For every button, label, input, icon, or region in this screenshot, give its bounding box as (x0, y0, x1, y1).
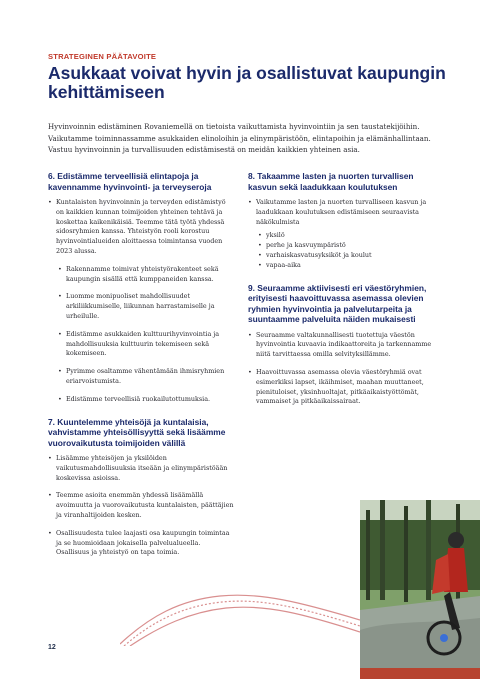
section-6-heading: 6. Edistämme terveellisiä elintapoja ja kavennamme hyvinvointi- ja terveyseroja (48, 171, 212, 192)
page-number: 12 (48, 644, 56, 651)
list-item: • Seuraamme valtakunnallisesti tuotettuja väestön hyvinvointia kuvaavia indikaattoreita ja tarkennamme niitä tarvittaessa omilla selvityksillämme. (248, 331, 438, 360)
forest-scene (360, 500, 480, 679)
right-column (248, 171, 438, 407)
list-item: • Luomme monipuoliset mahdollisuudet arkiliikkumiselle, liikunnan harrastamiselle ja urheilulle. (58, 292, 234, 321)
list-item: • Kuntalaisten hyvinvoinnin ja terveyden edistämistyö on kaikkien kunnan toimijoiden yhteinen tehtävä ja koskettaa kaikenikäisiä. Teemme tätä työtä yhdessä sidosryhmien kanssa. Yhteistyön rooli korostuu hyvinvointialueiden aloittaessa toimintansa vuoden 2023 alussa. (48, 198, 234, 257)
list-item: • Edistämme asukkaiden kulttuurihyvinvointia ja mahdollisuuksia kulttuurin tekemiseen sekä kokemiseen. (58, 330, 234, 359)
left-column (48, 171, 234, 558)
section-kicker: STRATEGINEN PÄÄTAVOITE (48, 52, 157, 61)
list-item: • yksilö (258, 231, 438, 241)
section-9-heading: 9. Seuraamme aktiivisesti eri väestöryhmien, erityisesti haavoittuvassa asemassa olevien ryhmien hyvinvointia ja palvelutarpeita ja suuntaamme palveluita näiden mukaisesti (248, 282, 427, 325)
list-item: • vapaa-aika (258, 261, 438, 271)
intro-paragraph: Hyvinvoinnin edistäminen Rovaniemellä on tietoista vaikuttamista hyvinvointiin ja sen taustatekijöihin. Vaikutamme toiminnassamme asukkaiden elinoloihin ja elinympäristöön, elintapoihin ja elämänhallintaan. Vastuu hyvinvoinnin ja turvallisuuden edistämisestä on meidän kaikkien yhteinen asia. (48, 122, 431, 154)
list-item: • Teemme asioita enemmän yhdessä lisäämällä avoimuutta ja vuorovaikutusta kuntalaisten, päättäjien ja viranhaltijoiden kesken. (48, 491, 234, 520)
page-title: Asukkaat voivat hyvin ja osallistuvat kaupungin kehittämiseen (48, 63, 446, 102)
cyclist-photo (360, 500, 480, 679)
list-item: • Edistämme terveellisiä ruokailutottumuksia. (58, 395, 234, 405)
list-item: • Haavoittuvassa asemassa olevia väestöryhmiä ovat esimerkiksi lapset, ikäihmiset, maahan muuttaneet, pienituloiset, yksinhuoltajat, pitkäaikaistyöttömät, vammaiset ja pitkäaikaissairaat. (248, 368, 438, 407)
list-item: • Vaikutamme lasten ja nuorten turvalliseen kasvun ja laadukkaan koulutuksen edistämiseen seuraavista näkökulmista (248, 198, 438, 227)
list-item: • Rakennamme toimivat yhteistyörakenteet sekä kaupungin sisällä että kumppaneiden kanssa. (58, 265, 234, 285)
list-item: • perhe ja kasvuympäristö (258, 241, 438, 251)
list-item: • Osallisuudesta tulee laajasti osa kaupungin toimintaa ja se huomioidaan jokaisella palvelualueella. Osallisuus ja yhteistyö on tapa toimia. (48, 529, 234, 558)
list-item: • varhaiskasvatusyksiköt ja koulut (258, 251, 438, 261)
section-7-heading: 7. Kuuntelemme yhteisöjä ja kuntalaisia, vahvistamme yhteisöllisyyttä sekä lisäämme vuorovaikutusta toimijoiden välillä (48, 416, 226, 448)
section-8-heading: 8. Takaamme lasten ja nuorten turvallisen kasvun sekä laadukkaan koulutuksen (248, 171, 414, 192)
list-item: • Lisäämme yhteisöjen ja yksilöiden vaikutusmahdollisuuksia itseään ja elinympäristöään koskevissa asioissa. (48, 454, 234, 483)
list-item: • Pyrimme osaltamme vähentämään ihmisryhmien eriarvoistumista. (58, 367, 234, 387)
decorative-swirl (120, 586, 360, 646)
